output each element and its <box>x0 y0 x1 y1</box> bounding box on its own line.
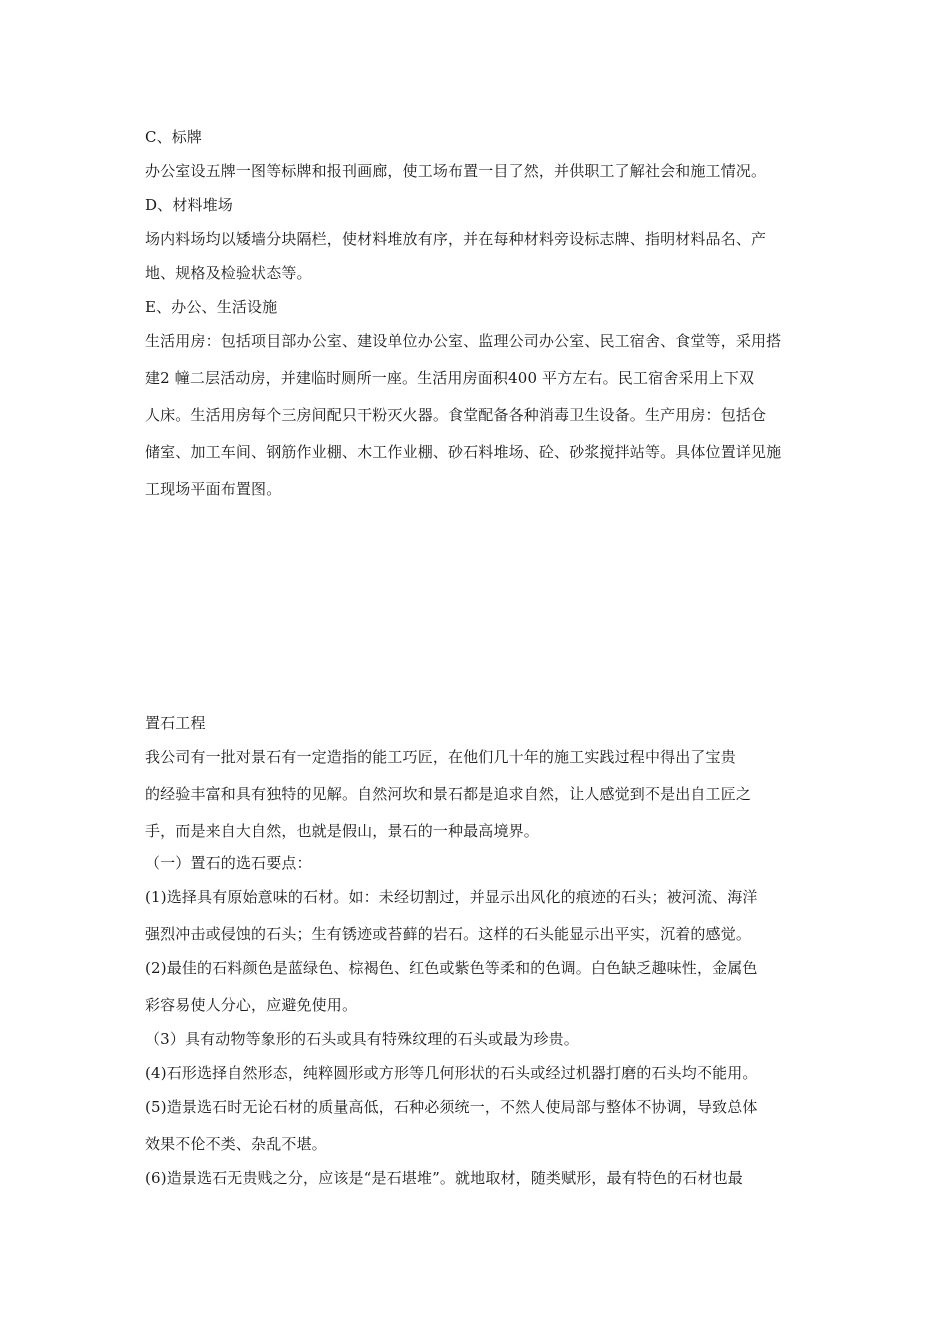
paragraph-line: 场内料场均以矮墙分块隔栏，使材料堆放有序，并在每种材料旁设标志牌、指明材料品名、产 <box>145 230 767 248</box>
list-item: (1)选择具有原始意味的石材。如：未经切割过，并显示出风化的痕迹的石头；被河流、海洋 <box>145 888 758 906</box>
paragraph-line: 人床。生活用房每个三房间配只干粉灭火器。食堂配备各种消毒卫生设备。生产用房：包括仓 <box>145 406 767 424</box>
list-item: （3）具有动物等象形的石头或具有特殊纹理的石头或最为珍贵。 <box>145 1030 579 1048</box>
paragraph-line: 手，而是来自大自然，也就是假山，景石的一种最高境界。 <box>145 822 539 840</box>
paragraph-line: 建2 幢二层活动房，并建临时厕所一座。生活用房面积400 平方左右。民工宿舍采用上下双 <box>145 369 755 387</box>
section-d-heading: D、材料堆场 <box>145 196 233 214</box>
paragraph-line: 我公司有一批对景石有一定造指的能工巧匠，在他们几十年的施工实践过程中得出了宝贵 <box>145 748 736 766</box>
paragraph-line: 办公室设五牌一图等标牌和报刊画廊，使工场布置一目了然，并供职工了解社会和施工情况。 <box>145 162 767 180</box>
section-e-heading: E、办公、生活设施 <box>145 298 278 316</box>
list-item: 彩容易使人分心，应避免使用。 <box>145 996 358 1014</box>
paragraph-line: 的经验丰富和具有独特的见解。自然河坎和景石都是追求自然，让人感觉到不是出自工匠之 <box>145 785 752 803</box>
paragraph-line: 生活用房：包括项目部办公室、建设单位办公室、监理公司办公室、民工宿舍、食堂等，采用搭 <box>145 332 782 350</box>
stone-subheading: （一）置石的选石要点： <box>145 854 312 872</box>
stone-section-heading: 置石工程 <box>145 714 206 732</box>
section-c-heading: C、标牌 <box>145 128 203 146</box>
paragraph-line: 地、规格及检验状态等。 <box>145 264 312 282</box>
paragraph-line: 工现场平面布置图。 <box>145 480 282 498</box>
list-item: (6)造景选石无贵贱之分，应该是“是石堪堆”。就地取材，随类赋形，最有特色的石材也最 <box>145 1169 743 1187</box>
list-item: (2)最佳的石料颜色是蓝绿色、棕褐色、红色或紫色等柔和的色调。白色缺乏趣味性，金属色 <box>145 959 758 977</box>
list-item: (4)石形选择自然形态，纯粹圆形或方形等几何形状的石头或经过机器打磨的石头均不能用。 <box>145 1064 758 1082</box>
list-item: 强烈冲击或侵蚀的石头；生有锈迹或苔藓的岩石。这样的石头能显示出平实，沉着的感觉。 <box>145 925 752 943</box>
list-item: (5)造景选石时无论石材的质量高低，石种必须统一，不然人使局部与整体不协调，导致总体 <box>145 1098 758 1116</box>
paragraph-line: 储室、加工车间、钢筋作业棚、木工作业棚、砂石料堆场、砼、砂浆搅拌站等。具体位置详见施 <box>145 443 782 461</box>
list-item: 效果不伦不类、杂乱不堪。 <box>145 1135 327 1153</box>
